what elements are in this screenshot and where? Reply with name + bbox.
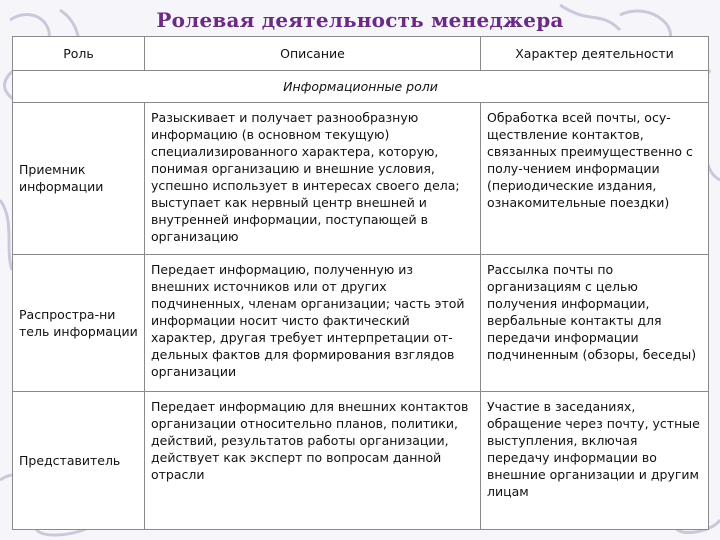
header-row bbox=[13, 37, 709, 71]
character-cell: Рассылка почты по организациям с целью получения информации, вербальные контакты для передачи информации подчиненным (обзоры, беседы) bbox=[481, 254, 709, 392]
table-row bbox=[13, 254, 709, 392]
description-cell: Передает информацию, полученную из внешних источников или от других подчиненных, членам организации; часть этой информации носит чисто фактический характер, другая требует интерпретации от-дельных фактов для формирования взглядов организации bbox=[145, 254, 481, 392]
roles-table bbox=[12, 36, 709, 530]
description-cell: Разыскивает и получает разнообразную информацию (в основном текущую) специализированного характера, которую, понимая организацию и внешние условия, успешно использует в интересах своего дела; выступает как нервный центр внешней и внутренней информации, поступающей в организацию bbox=[145, 102, 481, 254]
section-label: Информационные роли bbox=[13, 71, 709, 102]
table-row bbox=[13, 102, 709, 254]
description-cell: Передает информацию для внешних контактов организации относительно планов, политики, действий, результатов работы организации, действует как эксперт по вопросам данной отрасли bbox=[145, 392, 481, 530]
table-row bbox=[13, 392, 709, 530]
character-cell: Участие в заседаниях, обращение через почту, устные выступления, включая передачу информации во внешние организации и другим лицам bbox=[481, 392, 709, 530]
header-role: Роль bbox=[13, 37, 145, 71]
character-cell: Обработка всей почты, осу-ществление контактов, связанных преимущественно с полу-чением информации (периодические издания, ознакомительные поездки) bbox=[481, 102, 709, 254]
section-row bbox=[13, 71, 709, 102]
header-character: Характер деятельности bbox=[481, 37, 709, 71]
header-description: Описание bbox=[145, 37, 481, 71]
role-cell: Распростра-ни тель информации bbox=[13, 254, 145, 392]
role-cell: Представитель bbox=[13, 392, 145, 530]
page-title: Ролевая деятельность менеджера bbox=[156, 8, 564, 32]
role-cell: Приемник информации bbox=[13, 102, 145, 254]
